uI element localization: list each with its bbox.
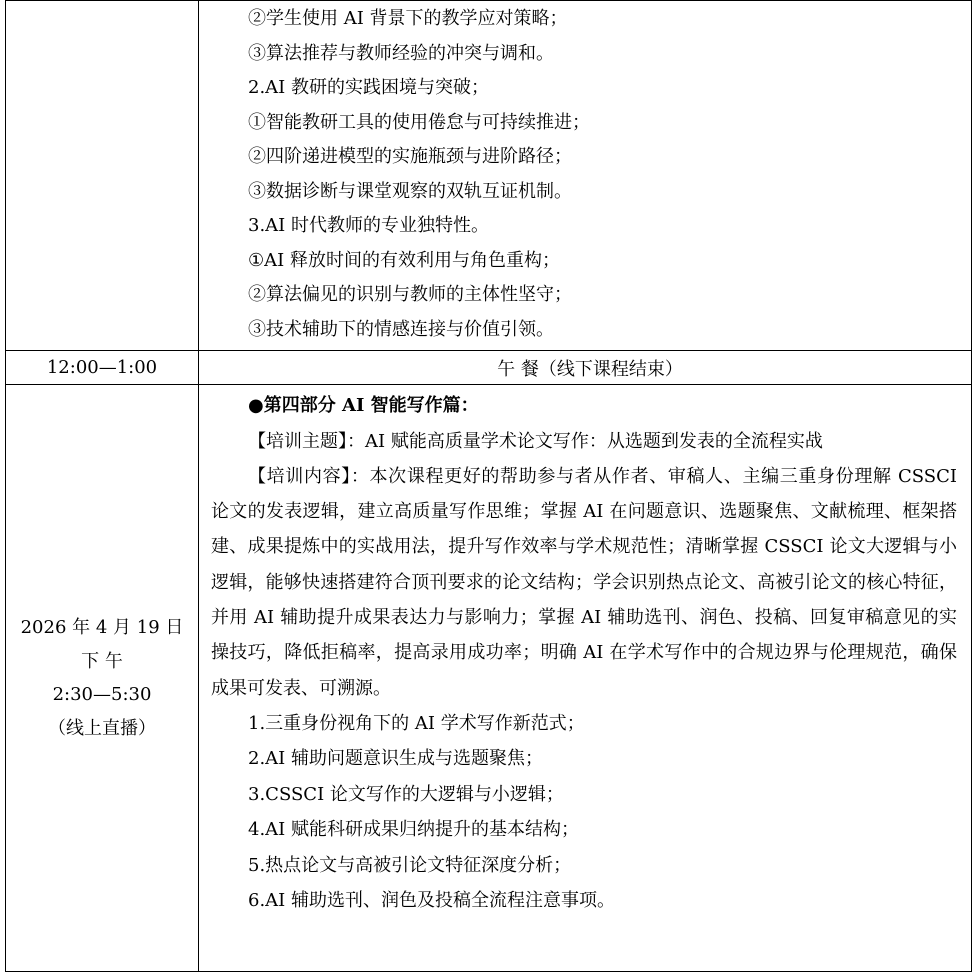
training-theme (199, 424, 971, 459)
session-period: 下 午 (81, 650, 123, 672)
list-item: 4.AI 赋能科研成果归纳提升的基本结构； (248, 819, 580, 841)
theme-text: ：AI 赋能高质量学术论文写作：从选题到发表的全流程实战 (347, 430, 823, 452)
training-content (199, 459, 971, 706)
content-line: ①智能教研工具的使用倦怠与可持续推进； (248, 111, 590, 133)
content-line: ②四阶递进模型的实施瓶颈与进阶路径； (248, 146, 572, 167)
content-cell-previous-session (199, 1, 972, 351)
list-item: 6.AI 辅助选刊、润色及投稿全流程注意事项。 (248, 890, 616, 912)
list-item: 1.三重身份视角下的 AI 学术写作新范式； (248, 712, 585, 734)
list-item: 5.热点论文与高被引论文特征深度分析； (248, 854, 572, 876)
lunch-text: 午 餐（线下课程结束） (199, 351, 972, 385)
time-cell-empty (6, 1, 199, 351)
content-text: ：本次课程更好的帮助参与者从作者、审稿人、主编三重身份理解 CSSCI 论文的发表逻辑，建立高质量写作思维；掌握 AI 在问题意识、选题聚焦、文献梳理、框架搭建、成果提炼中的实战用法，提升写作效率与学术规范性；清晰掌握 CSSCI 论文大逻辑与小逻辑，能够快速搭建符合顶刊要求的论文结构；学会识别热点论文、高被引论文的核心特征，并用 AI 辅助提升成果表达力与影响力；掌握 AI 辅助选刊、润色、投稿、回复审稿意见的实操技巧，降低拒稿率，提高录用成功率；明确 AI 在学术写作中的合规边界与伦理规范，确保成果可发表、可溯源。 (211, 465, 957, 699)
list-item: 2.AI 辅助问题意识生成与选题聚焦； (248, 748, 544, 770)
content-tag: 【培训内容】 (248, 465, 351, 487)
content-line: ②算法偏见的识别与教师的主体性坚守； (248, 284, 572, 305)
session-date: 2026 年 4 月 19 日 (20, 617, 184, 638)
lunch-time: 12:00—1:00 (6, 351, 199, 385)
content-line: ③算法推荐与教师经验的冲突与调和。 (248, 42, 554, 64)
session4-time-cell (6, 385, 199, 972)
content-line: 3.AI 时代教师的专业独特性。 (248, 215, 490, 236)
content-line: ③技术辅助下的情感连接与价值引领。 (248, 318, 554, 340)
session4-content-cell (199, 385, 972, 972)
topic-list (199, 706, 971, 919)
content-line: ②学生使用 AI 背景下的教学应对策略； (248, 8, 568, 29)
theme-tag: 【培训主题】 (248, 430, 347, 452)
schedule-row-lunch (6, 351, 972, 385)
session-mode: （线上直播） (48, 717, 156, 739)
schedule-row-previous-session (6, 1, 972, 351)
content-line: ③数据诊断与课堂观察的双轨互证机制。 (248, 180, 572, 202)
schedule-table (5, 0, 972, 972)
content-line: 2.AI 教研的实践困境与突破； (248, 77, 490, 98)
section-heading: ●第四部分 AI 智能写作篇： (248, 395, 479, 416)
session-time: 2:30—5:30 (52, 684, 152, 705)
schedule-row-session4 (6, 385, 972, 972)
content-line: ①AI 释放时间的有效利用与角色重构； (248, 249, 560, 271)
list-item: 3.CSSCI 论文写作的大逻辑与小逻辑； (248, 783, 564, 805)
